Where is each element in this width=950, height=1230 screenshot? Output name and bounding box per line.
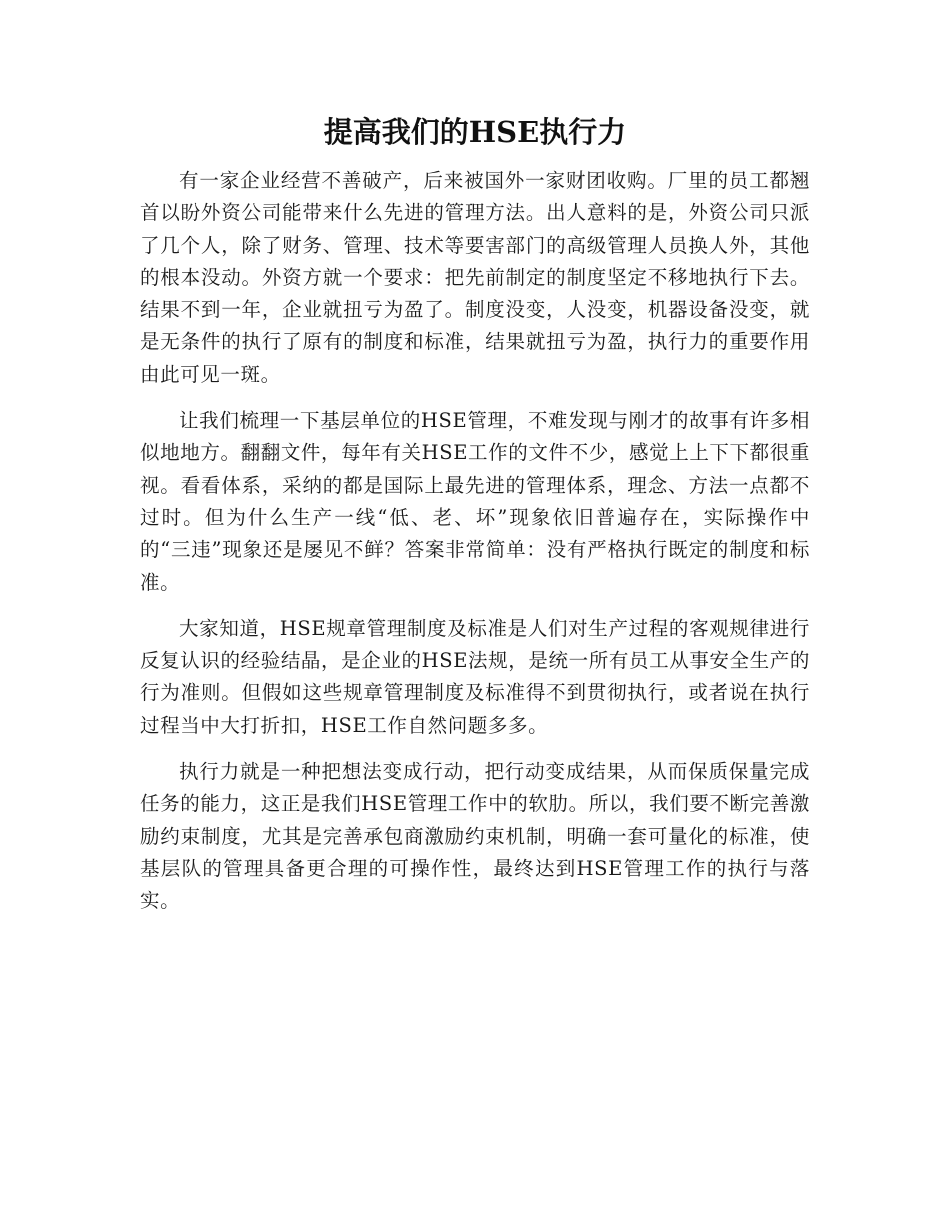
document-body: [140, 165, 810, 932]
paragraph-4: 执行力就是一种把想法变成行动，把行动变成结果，从而保质保量完成任务的能力，这正是我们HSE管理工作中的软肋。所以，我们要不断完善激励约束制度，尤其是完善承包商激励约束机制，明确一套可量化的标准，使基层队的管理具备更合理的可操作性，最终达到HSE管理工作的执行与落实。: [140, 760, 810, 913]
paragraph-1: 有一家企业经营不善破产，后来被国外一家财团收购。厂里的员工都翘首以盼外资公司能带来什么先进的管理方法。出人意料的是，外资公司只派了几个人，除了财务、管理、技术等要害部门的高级管理人员换人外，其他的根本没动。外资方就一个要求：把先前制定的制度坚定不移地执行下去。结果不到一年，企业就扭亏为盈了。制度没变，人没变，机器设备没变，就是无条件的执行了原有的制度和标准，结果就扭亏为盈，执行力的重要作用由此可见一斑。: [140, 169, 810, 386]
document-title: 提高我们的HSE执行力: [323, 115, 627, 149]
paragraph-3: 大家知道，HSE规章管理制度及标准是人们对生产过程的客观规律进行反复认识的经验结晶，是企业的HSE法规，是统一所有员工从事安全生产的行为准则。但假如这些规章管理制度及标准得不到贯彻执行，或者说在执行过程当中大打折扣，HSE工作自然问题多多。: [140, 616, 810, 737]
paragraph-2: 让我们梳理一下基层单位的HSE管理，不难发现与刚才的故事有许多相似地地方。翻翻文件，每年有关HSE工作的文件不少，感觉上上下下都很重视。看看体系，采纳的都是国际上最先进的管理体系，理念、方法一点都不过时。但为什么生产一线“低、老、坏”现象依旧普遍存在，实际操作中的“三违”现象还是屡见不鲜？答案非常简单：没有严格执行既定的制度和标准。: [140, 409, 810, 594]
